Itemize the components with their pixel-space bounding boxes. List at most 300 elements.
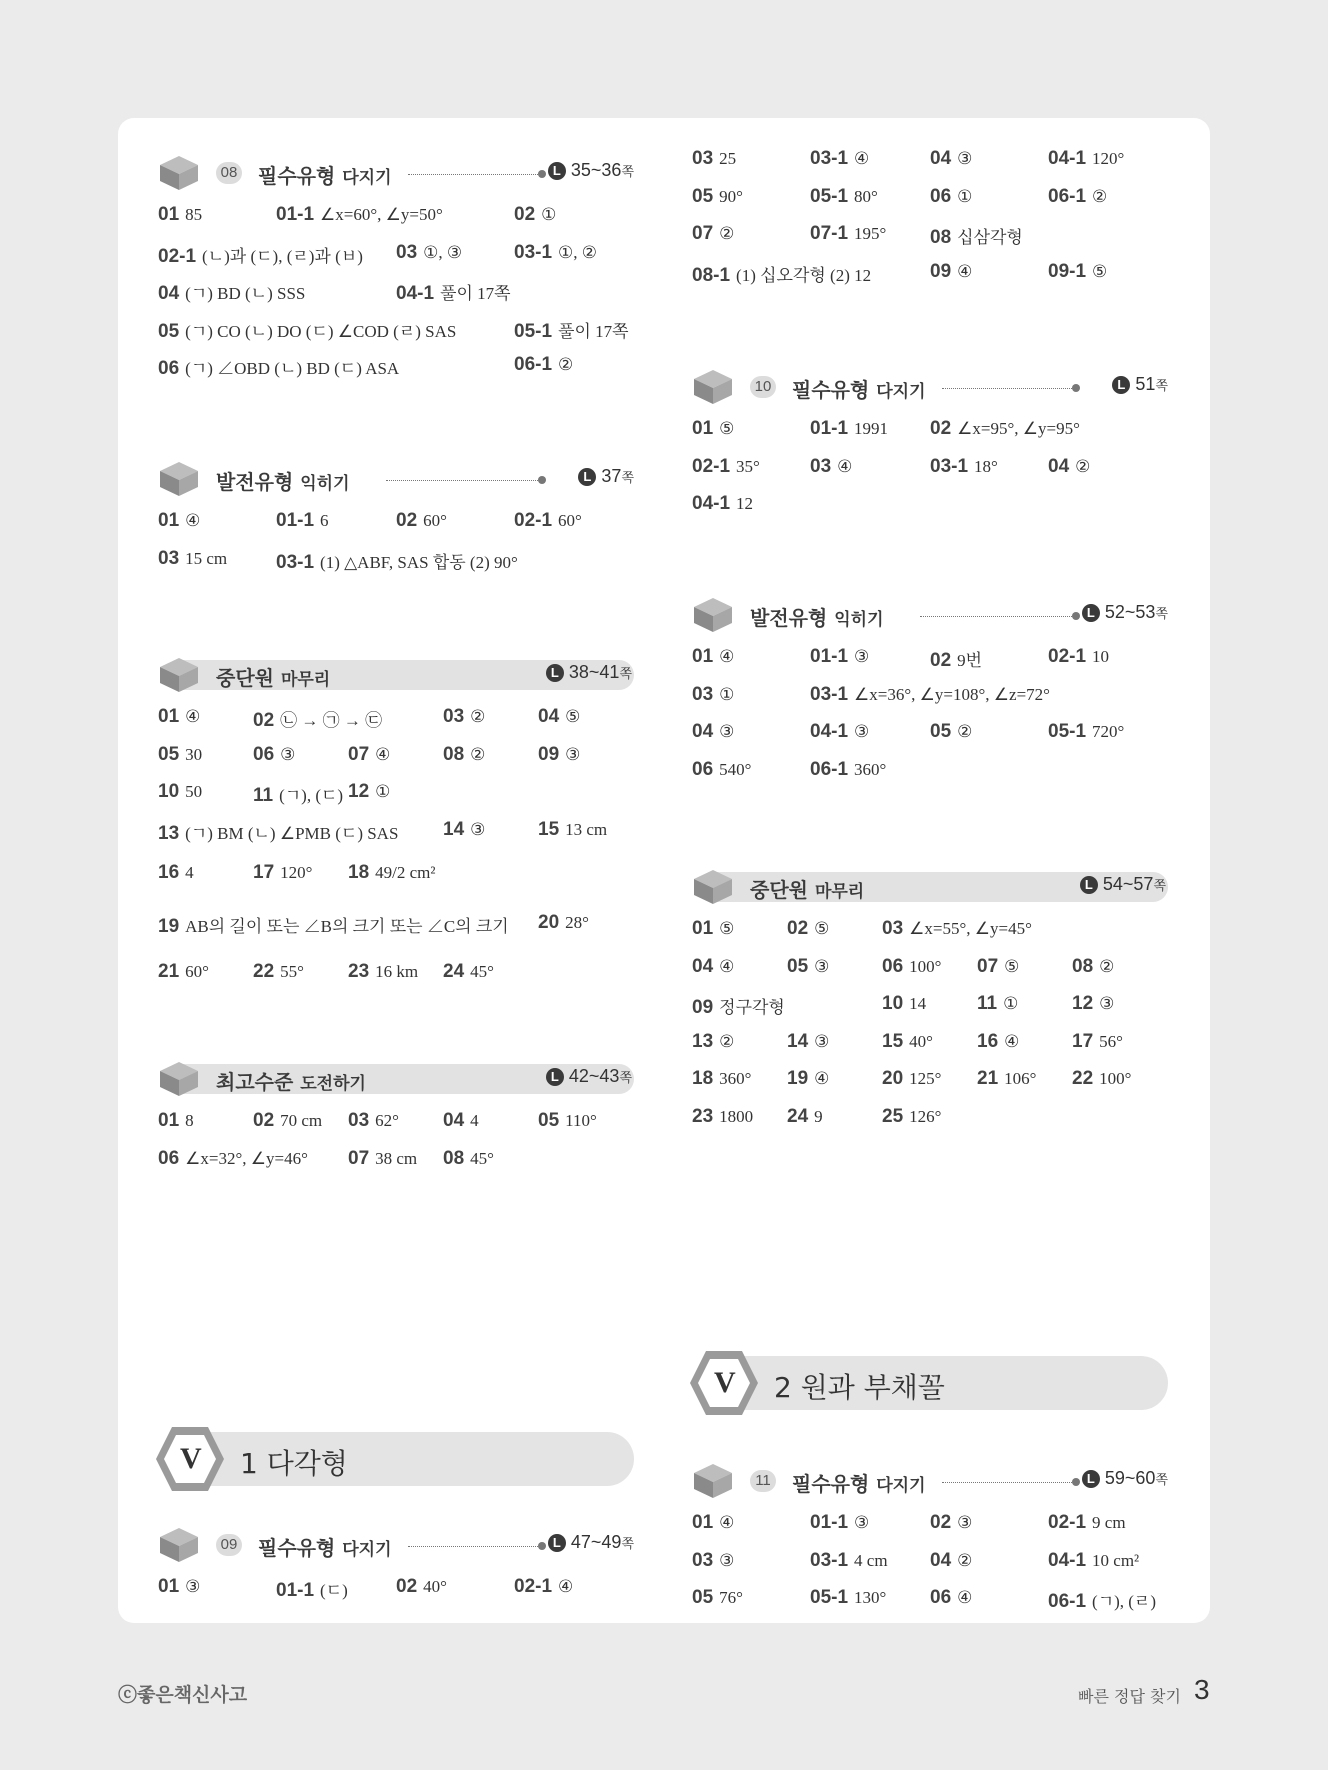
problem-number: 02 bbox=[930, 1512, 952, 1533]
answer-value: 120° bbox=[1092, 149, 1125, 168]
answer-item bbox=[810, 456, 852, 478]
answer-value: 100° bbox=[909, 956, 942, 976]
answer-item bbox=[930, 186, 972, 208]
answer-value: ∠x=36°, ∠y=108°, ∠z=72° bbox=[854, 684, 1050, 704]
answer-value: 110° bbox=[565, 1111, 597, 1130]
problem-number: 02 bbox=[930, 650, 952, 671]
problem-number: 03 bbox=[692, 683, 714, 705]
problem-number: 09 bbox=[692, 997, 714, 1018]
page-reference bbox=[1112, 374, 1168, 395]
problem-number: 22 bbox=[253, 961, 275, 982]
answer-value: ③ bbox=[814, 1031, 830, 1051]
unit-header-1 bbox=[154, 1432, 634, 1486]
answer-value: ∠x=32°, ∠y=46° bbox=[185, 1148, 308, 1168]
answer-item bbox=[882, 1031, 933, 1053]
answer-item bbox=[977, 956, 1019, 978]
leader-end-dot bbox=[538, 476, 546, 484]
problem-number: 08 bbox=[930, 227, 952, 248]
answer-item bbox=[930, 418, 1080, 440]
section-header bbox=[158, 1064, 634, 1094]
page-reference bbox=[1082, 1468, 1168, 1489]
section-title-main: 필수유형 bbox=[258, 1536, 336, 1560]
answer-value: ⑤ bbox=[719, 419, 735, 438]
section-title bbox=[792, 1468, 926, 1497]
leader-line bbox=[942, 1482, 1072, 1483]
answer-item bbox=[692, 223, 734, 245]
leader-line bbox=[408, 174, 538, 175]
answer-value: (ㄱ), (ㄹ) bbox=[1092, 1592, 1157, 1611]
answer-item bbox=[348, 1110, 399, 1132]
answer-item bbox=[514, 204, 556, 226]
section-title-sub: 다지기 bbox=[876, 382, 926, 402]
lecture-l-icon: L bbox=[578, 468, 596, 486]
answer-value: 16 km bbox=[375, 962, 419, 981]
answer-item bbox=[1048, 186, 1107, 208]
problem-number: 05 bbox=[158, 320, 180, 342]
problem-number: 03-1 bbox=[930, 455, 969, 477]
answer-value: 45° bbox=[470, 962, 494, 981]
section-title-sub: 익히기 bbox=[834, 610, 884, 630]
answer-item bbox=[692, 456, 760, 478]
answer-value: ③ bbox=[814, 956, 830, 976]
problem-number: 03 bbox=[348, 1110, 370, 1131]
answer-value: ③ bbox=[957, 1513, 973, 1532]
problem-number: 02 bbox=[396, 510, 418, 531]
answer-value: ①, ③ bbox=[423, 242, 463, 262]
answer-item bbox=[692, 1512, 734, 1534]
answer-item bbox=[1048, 1587, 1156, 1613]
section-title bbox=[792, 374, 926, 403]
page-unit: 쪽 bbox=[619, 1070, 632, 1085]
unit-title: 2 원과 부채꼴 bbox=[774, 1371, 945, 1404]
problem-number: 05 bbox=[692, 1587, 714, 1608]
problem-number: 04-1 bbox=[1048, 148, 1087, 169]
answer-value: 8 bbox=[185, 1111, 194, 1130]
answer-value: ② bbox=[719, 1031, 735, 1051]
cube-icon bbox=[692, 1462, 734, 1500]
answer-value: ㉡ → ㉠ → ㉢ bbox=[280, 711, 383, 730]
answer-item bbox=[514, 1576, 573, 1598]
answer-value: 62° bbox=[375, 1111, 399, 1130]
answer-item bbox=[158, 279, 305, 305]
section-header bbox=[692, 372, 1168, 402]
problem-number: 22 bbox=[1072, 1068, 1094, 1089]
answer-value: ② bbox=[470, 744, 486, 764]
answer-value: ∠x=60°, ∠y=50° bbox=[320, 205, 443, 224]
problem-number: 24 bbox=[443, 961, 465, 982]
answer-item bbox=[348, 862, 435, 884]
answer-item bbox=[253, 781, 343, 807]
answer-item bbox=[977, 1068, 1036, 1090]
page-range: 35~36 bbox=[570, 160, 622, 180]
problem-number: 23 bbox=[692, 1105, 714, 1127]
leader-end-dot bbox=[1072, 612, 1080, 620]
lecture-l-icon: L bbox=[548, 162, 566, 180]
answer-value: 38 cm bbox=[375, 1148, 418, 1168]
answer-item bbox=[158, 819, 398, 845]
problem-number: 02 bbox=[253, 710, 275, 731]
answer-value: ① bbox=[719, 684, 735, 704]
answer-value: ② bbox=[1092, 186, 1108, 206]
answer-value: 56° bbox=[1099, 1031, 1123, 1051]
answer-item bbox=[158, 510, 200, 532]
problem-number: 06-1 bbox=[810, 758, 849, 780]
answer-item bbox=[787, 1106, 823, 1128]
answer-item bbox=[692, 1587, 743, 1609]
problem-number: 10 bbox=[882, 993, 904, 1014]
section-title-main: 필수유형 bbox=[258, 164, 336, 188]
problem-number: 02 bbox=[514, 204, 536, 225]
answer-value: AB의 길이 또는 ∠B의 크기 또는 ∠C의 크기 bbox=[185, 916, 509, 936]
page-unit: 쪽 bbox=[621, 470, 634, 485]
cube-icon bbox=[692, 868, 734, 906]
cube-icon bbox=[692, 368, 734, 406]
answer-value: 12 bbox=[736, 494, 754, 513]
answer-value: ① bbox=[957, 186, 973, 206]
page-unit: 쪽 bbox=[1153, 878, 1166, 893]
answer-item bbox=[253, 862, 312, 884]
answer-value: ⑤ bbox=[814, 919, 830, 938]
unit-header-2 bbox=[688, 1356, 1168, 1410]
problem-number: 11 bbox=[977, 993, 998, 1014]
answer-value: 15 cm bbox=[185, 548, 228, 568]
problem-number: 01 bbox=[158, 204, 180, 225]
answer-item bbox=[158, 1110, 194, 1132]
answer-value: (ㄱ) CO (ㄴ) DO (ㄷ) ∠COD (ㄹ) SAS bbox=[185, 321, 457, 341]
answer-value: ④ bbox=[1004, 1031, 1020, 1051]
problem-number: 02 bbox=[930, 418, 952, 439]
problem-number: 14 bbox=[443, 818, 465, 840]
problem-number: 15 bbox=[538, 818, 560, 840]
answer-item bbox=[692, 721, 734, 743]
answer-value: ③ bbox=[957, 149, 973, 168]
problem-number: 16 bbox=[977, 1030, 999, 1052]
answer-item bbox=[158, 781, 202, 803]
answer-value: 4 bbox=[470, 1111, 479, 1130]
problem-number: 18 bbox=[348, 862, 370, 883]
answer-item bbox=[514, 510, 582, 532]
problem-number: 04-1 bbox=[1048, 1549, 1087, 1571]
problem-number: 01-1 bbox=[810, 1512, 849, 1533]
answer-item bbox=[1072, 1068, 1131, 1090]
answer-item bbox=[1048, 261, 1107, 283]
answer-value: ② bbox=[1099, 956, 1115, 976]
answer-value: ① bbox=[1003, 994, 1019, 1013]
answer-item bbox=[882, 993, 926, 1015]
problem-number: 04-1 bbox=[692, 493, 731, 514]
problem-number: 03-1 bbox=[514, 241, 553, 263]
problem-number: 20 bbox=[882, 1068, 904, 1089]
answer-value: 720° bbox=[1092, 722, 1125, 741]
answer-value: 십삼각형 bbox=[957, 228, 1023, 247]
answer-value: 6 bbox=[320, 511, 329, 530]
answer-value: 40° bbox=[909, 1031, 933, 1051]
problem-number: 12 bbox=[348, 781, 370, 802]
answer-item bbox=[810, 148, 869, 170]
lecture-l-icon: L bbox=[546, 1068, 564, 1086]
page-reference bbox=[546, 1066, 632, 1087]
answer-value: ③ bbox=[185, 1577, 201, 1596]
answer-value: ④ bbox=[814, 1069, 830, 1088]
answer-item bbox=[810, 646, 869, 668]
answer-value: ④ bbox=[957, 1588, 973, 1607]
answer-value: ② bbox=[558, 355, 574, 374]
answer-value: 120° bbox=[280, 863, 313, 882]
answer-item bbox=[692, 1031, 734, 1053]
answer-value: (1) 십오각형 (2) 12 bbox=[736, 265, 872, 285]
problem-number: 21 bbox=[158, 961, 180, 982]
problem-number: 06 bbox=[692, 758, 714, 780]
section-title bbox=[750, 602, 884, 631]
problem-number: 02-1 bbox=[158, 245, 197, 267]
answer-value: ③ bbox=[470, 819, 486, 839]
page-range: 51 bbox=[1135, 374, 1156, 394]
problem-number: 04 bbox=[1048, 455, 1070, 477]
problem-number: 14 bbox=[787, 1030, 809, 1052]
answer-value: 100° bbox=[1099, 1069, 1132, 1088]
answer-value: ∠x=55°, ∠y=45° bbox=[909, 919, 1032, 938]
answer-item bbox=[396, 1576, 447, 1598]
problem-number: 01-1 bbox=[276, 510, 315, 531]
answer-item bbox=[1048, 1512, 1126, 1534]
answer-item bbox=[158, 1576, 200, 1598]
answer-value: 35° bbox=[736, 456, 760, 476]
problem-number: 05 bbox=[158, 743, 180, 765]
answer-item bbox=[158, 912, 509, 938]
problem-number: 02 bbox=[253, 1110, 275, 1131]
problem-number: 04 bbox=[692, 721, 714, 742]
answer-value: ④ bbox=[719, 1513, 735, 1532]
answer-item bbox=[276, 204, 443, 226]
answer-item bbox=[930, 721, 972, 743]
answer-item bbox=[514, 317, 629, 343]
answer-value: ④ bbox=[719, 647, 735, 666]
answer-item bbox=[538, 1110, 597, 1132]
page-range: 37 bbox=[601, 466, 622, 486]
answer-item bbox=[810, 418, 888, 440]
answer-value: ③ bbox=[565, 744, 581, 764]
leader-line bbox=[386, 480, 538, 481]
problem-number: 17 bbox=[1072, 1030, 1094, 1052]
problem-number: 06-1 bbox=[1048, 185, 1087, 207]
section-header bbox=[692, 872, 1168, 902]
problem-number: 03 bbox=[882, 918, 904, 939]
answer-value: 정구각형 bbox=[719, 998, 785, 1017]
section-number-badge: 10 bbox=[750, 376, 776, 398]
problem-number: 01 bbox=[692, 1512, 714, 1533]
answer-value: 360° bbox=[854, 759, 887, 779]
answer-value: ① bbox=[541, 205, 557, 224]
answer-value: 106° bbox=[1004, 1069, 1037, 1088]
answer-item bbox=[810, 684, 1050, 706]
lecture-l-icon: L bbox=[1082, 1470, 1100, 1488]
problem-number: 21 bbox=[977, 1068, 999, 1089]
section-title bbox=[216, 1066, 366, 1095]
section-title-main: 발전유형 bbox=[750, 606, 828, 630]
problem-number: 19 bbox=[787, 1068, 809, 1089]
section-number-badge: 11 bbox=[750, 1470, 776, 1492]
answer-value: 4 cm bbox=[854, 1550, 888, 1570]
answer-item bbox=[810, 1587, 886, 1609]
problem-number: 19 bbox=[158, 915, 180, 937]
answer-item bbox=[692, 186, 743, 208]
problem-number: 03 bbox=[443, 706, 465, 727]
answer-item bbox=[810, 759, 886, 781]
section-title-main: 중단원 bbox=[216, 666, 274, 690]
answer-value: 14 bbox=[909, 994, 927, 1013]
answer-item bbox=[692, 261, 871, 287]
answer-value: ⑤ bbox=[565, 707, 581, 726]
problem-number: 05 bbox=[538, 1110, 560, 1131]
answer-item bbox=[882, 1106, 941, 1128]
page-reference bbox=[548, 1532, 634, 1553]
lecture-l-icon: L bbox=[1112, 376, 1130, 394]
problem-number: 06-1 bbox=[514, 354, 553, 375]
problem-number: 04 bbox=[930, 148, 952, 169]
publisher-logo: ⓒ좋은책신사고 bbox=[118, 1684, 248, 1706]
section-title-sub: 다지기 bbox=[876, 1476, 926, 1496]
page-range: 59~60 bbox=[1104, 1468, 1156, 1488]
answer-item bbox=[930, 1550, 972, 1572]
answer-item bbox=[514, 354, 573, 376]
answer-value: ③ bbox=[719, 1550, 735, 1570]
section-title-main: 필수유형 bbox=[792, 1472, 870, 1496]
answer-value: ② bbox=[719, 224, 735, 243]
answer-item bbox=[882, 918, 1032, 940]
problem-number: 02-1 bbox=[1048, 646, 1087, 667]
problem-number: 02-1 bbox=[514, 510, 553, 531]
problem-number: 02-1 bbox=[692, 455, 731, 477]
problem-number: 07 bbox=[348, 1147, 370, 1169]
section-header bbox=[692, 600, 1168, 630]
problem-number: 11 bbox=[253, 785, 274, 806]
lecture-l-icon: L bbox=[548, 1534, 566, 1552]
problem-number: 01 bbox=[158, 510, 180, 531]
answer-item bbox=[538, 819, 607, 841]
problem-number: 01 bbox=[158, 1576, 180, 1597]
problem-number: 03-1 bbox=[810, 683, 849, 705]
answer-value: ② bbox=[1075, 456, 1091, 476]
answer-item bbox=[692, 759, 751, 781]
section-title-sub: 마무리 bbox=[280, 670, 331, 690]
answer-item bbox=[787, 1068, 829, 1090]
answer-item bbox=[348, 744, 390, 766]
problem-number: 05 bbox=[930, 721, 952, 742]
section-header bbox=[158, 1530, 634, 1560]
problem-number: 09-1 bbox=[1048, 260, 1087, 282]
answer-value: 9번 bbox=[957, 651, 983, 670]
problem-number: 01 bbox=[692, 646, 714, 667]
problem-number: 07 bbox=[977, 955, 999, 977]
page-reference bbox=[548, 160, 634, 181]
answer-item bbox=[930, 1512, 972, 1534]
answer-item bbox=[692, 1068, 751, 1090]
answer-item bbox=[787, 956, 829, 978]
answer-item bbox=[538, 912, 589, 934]
section-title bbox=[258, 1532, 392, 1561]
section-title-sub: 익히기 bbox=[300, 474, 350, 494]
answer-item bbox=[692, 418, 734, 440]
page-range: 54~57 bbox=[1102, 874, 1154, 894]
answer-item bbox=[443, 819, 485, 841]
section-header bbox=[158, 464, 634, 494]
answer-value: 126° bbox=[909, 1106, 942, 1126]
answer-value: ③ bbox=[854, 1513, 870, 1532]
problem-number: 09 bbox=[930, 260, 952, 282]
answer-item bbox=[930, 148, 972, 170]
answer-value: ④ bbox=[185, 511, 201, 530]
answer-item bbox=[538, 706, 580, 728]
leader-line bbox=[920, 616, 1072, 617]
page-reference bbox=[546, 662, 632, 683]
page-range: 38~41 bbox=[568, 662, 620, 682]
answer-item bbox=[396, 279, 511, 305]
section-title-main: 중단원 bbox=[750, 878, 808, 902]
answer-value: ② bbox=[957, 722, 973, 741]
problem-number: 01-1 bbox=[810, 418, 849, 439]
lecture-l-icon: L bbox=[1080, 876, 1098, 894]
answer-value: 60° bbox=[185, 962, 209, 981]
problem-number: 10 bbox=[158, 781, 180, 802]
unit-roman: V bbox=[180, 1442, 202, 1475]
answer-item bbox=[1072, 993, 1114, 1015]
problem-number: 08 bbox=[443, 1147, 465, 1169]
answer-value: ∠x=95°, ∠y=95° bbox=[957, 419, 1080, 438]
section-title bbox=[216, 466, 350, 495]
answer-item bbox=[810, 1550, 888, 1572]
answer-value: 85 bbox=[185, 205, 203, 224]
answer-item bbox=[882, 956, 941, 978]
problem-number: 13 bbox=[692, 1030, 714, 1052]
answer-value: 540° bbox=[719, 759, 752, 779]
problem-number: 08-1 bbox=[692, 264, 731, 286]
answer-value: (ㄱ), (ㄷ) bbox=[279, 786, 344, 805]
answer-item bbox=[787, 918, 829, 940]
answer-item bbox=[692, 646, 734, 668]
answer-item bbox=[158, 317, 456, 343]
page-unit: 쪽 bbox=[1155, 378, 1168, 393]
problem-number: 03 bbox=[810, 455, 832, 477]
problem-number: 23 bbox=[348, 961, 370, 982]
problem-number: 07 bbox=[692, 223, 714, 244]
answer-item bbox=[810, 1512, 869, 1534]
answer-value: ④ bbox=[558, 1577, 574, 1596]
answer-item bbox=[930, 261, 972, 283]
answer-item bbox=[692, 1106, 753, 1128]
answer-value: (ㄱ) BD (ㄴ) SSS bbox=[185, 284, 306, 303]
answer-item bbox=[692, 918, 734, 940]
answer-value: 60° bbox=[423, 511, 447, 530]
problem-number: 03 bbox=[158, 547, 180, 569]
answer-value: ⑤ bbox=[1004, 956, 1020, 976]
answer-item bbox=[158, 1148, 308, 1170]
answer-value: 1991 bbox=[854, 419, 889, 438]
answer-item bbox=[692, 493, 753, 515]
answer-item bbox=[158, 744, 202, 766]
problem-number: 18 bbox=[692, 1068, 714, 1089]
answer-item bbox=[930, 456, 998, 478]
cube-icon bbox=[158, 460, 200, 498]
page-unit: 쪽 bbox=[1155, 1472, 1168, 1487]
page-range: 52~53 bbox=[1104, 602, 1156, 622]
answer-item bbox=[396, 242, 462, 264]
leader-line bbox=[408, 1546, 538, 1547]
problem-number: 05-1 bbox=[810, 1587, 849, 1608]
problem-number: 01 bbox=[158, 1110, 180, 1131]
cube-icon bbox=[158, 1060, 200, 1098]
page-unit: 쪽 bbox=[619, 666, 632, 681]
answer-item bbox=[158, 354, 399, 380]
